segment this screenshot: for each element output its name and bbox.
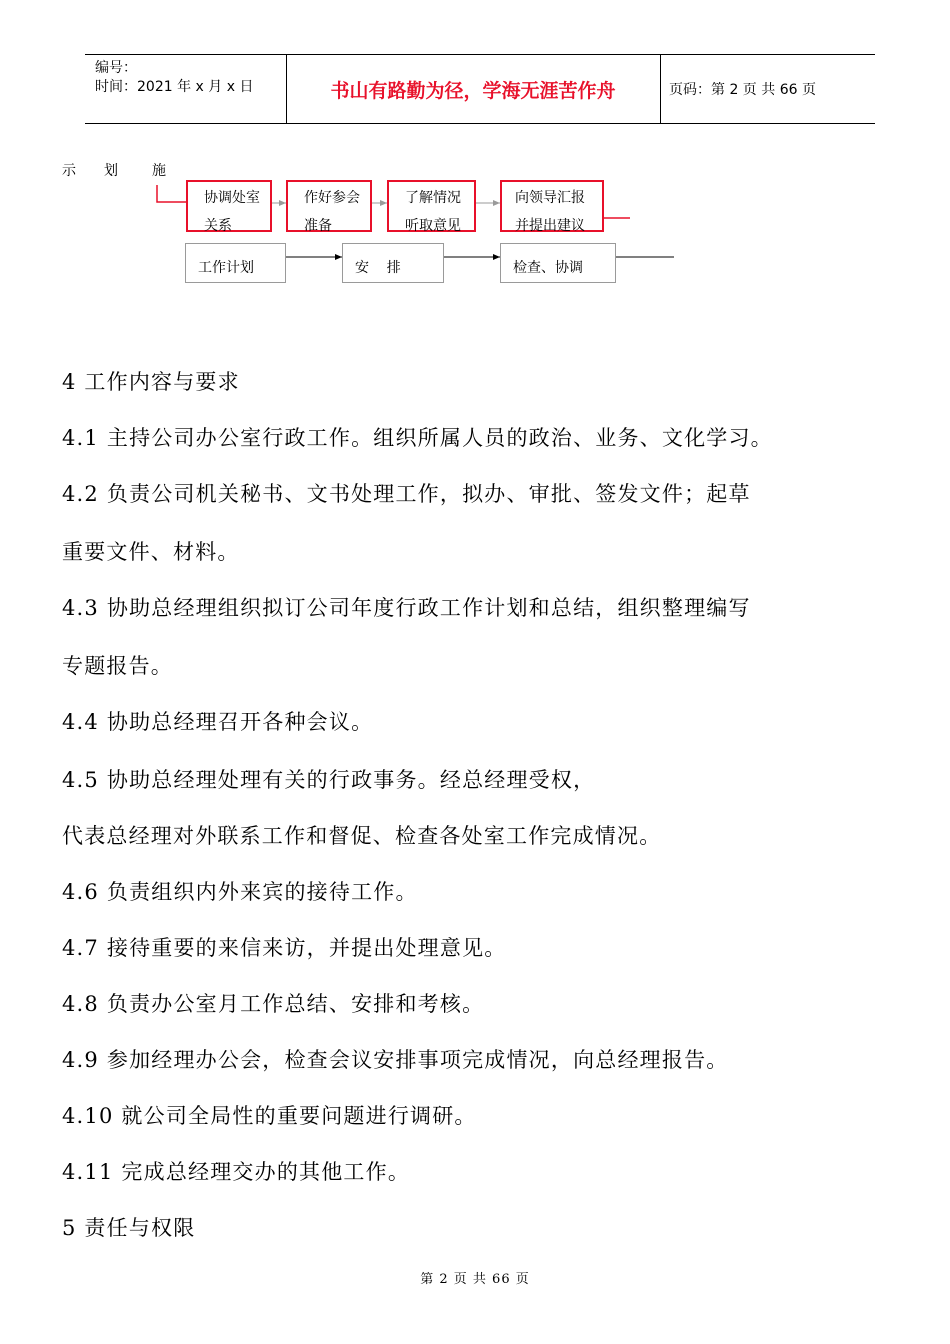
flow-box-report [500, 180, 604, 232]
flow-box-check: 检查、协调 [500, 243, 616, 283]
section-heading: 4 工作内容与要求 [62, 370, 240, 394]
page-header [85, 54, 875, 124]
document-number-label: 编号： [95, 60, 137, 76]
document-time: 时间：2021 年 x 月 x 日 [95, 79, 254, 95]
flow-box-line: 听取意见 [405, 218, 461, 234]
flow-box-line: 关系 [204, 218, 232, 234]
body-paragraph: 专题报告。 [62, 654, 173, 678]
body-paragraph: 4.7 接待重要的来信来访，并提出处理意见。 [62, 936, 507, 960]
body-paragraph: 4.8 负责办公室月工作总结、安排和考核。 [62, 992, 485, 1016]
body-paragraph: 4.4 协助总经理召开各种会议。 [62, 710, 374, 734]
flow-box-prepare [286, 180, 372, 232]
page-footer: 第 2 页 共 66 页 [420, 1272, 530, 1287]
body-paragraph: 重要文件、材料。 [62, 540, 240, 564]
body-paragraph: 4.1 主持公司办公室行政工作。组织所属人员的政治、业务、文化学习。 [62, 426, 773, 450]
header-page-info: 页码：第 2 页 共 66 页 [669, 82, 816, 98]
flow-box-line: 并提出建议 [515, 218, 585, 234]
side-char: 划 [104, 163, 118, 179]
section-heading: 5 责任与权限 [62, 1216, 196, 1240]
body-paragraph: 4.10 就公司全局性的重要问题进行调研。 [62, 1104, 477, 1128]
workflow-diagram [0, 150, 950, 300]
flow-box-line: 向领导汇报 [515, 190, 585, 206]
entry-connector [157, 185, 186, 202]
header-meta [95, 59, 253, 97]
body-paragraph: 4.11 完成总经理交办的其他工作。 [62, 1160, 411, 1184]
body-paragraph: 代表总经理对外联系工作和督促、检查各处室工作完成情况。 [62, 824, 662, 848]
flow-box-line: 准备 [304, 218, 332, 234]
header-divider [660, 55, 661, 123]
flow-box-line: 了解情况 [405, 190, 461, 206]
flow-box-work-plan: 工作计划 [185, 243, 286, 283]
flow-box-arrange [342, 243, 444, 283]
flow-box-understand [387, 180, 476, 232]
side-char: 施 [152, 163, 166, 179]
flow-box-label: 安 排 [355, 260, 401, 276]
body-paragraph: 4.9 参加经理办公会，检查会议安排事项完成情况，向总经理报告。 [62, 1048, 729, 1072]
body-paragraph: 4.3 协助总经理组织拟订公司年度行政工作计划和总结，组织整理编写 [62, 596, 751, 620]
body-paragraph: 4.2 负责公司机关秘书、文书处理工作，拟办、审批、签发文件；起草 [62, 482, 751, 506]
header-motto: 书山有路勤为径，学海无涯苦作舟 [330, 79, 616, 102]
side-char: 示 [62, 163, 76, 179]
flow-box-line: 协调处室 [204, 190, 260, 206]
body-paragraph: 4.6 负责组织内外来宾的接待工作。 [62, 880, 418, 904]
flow-box-coordinate [186, 180, 272, 232]
body-paragraph: 4.5 协助总经理处理有关的行政事务。经总经理受权， [62, 768, 596, 792]
flow-box-line: 作好参会 [304, 190, 360, 206]
